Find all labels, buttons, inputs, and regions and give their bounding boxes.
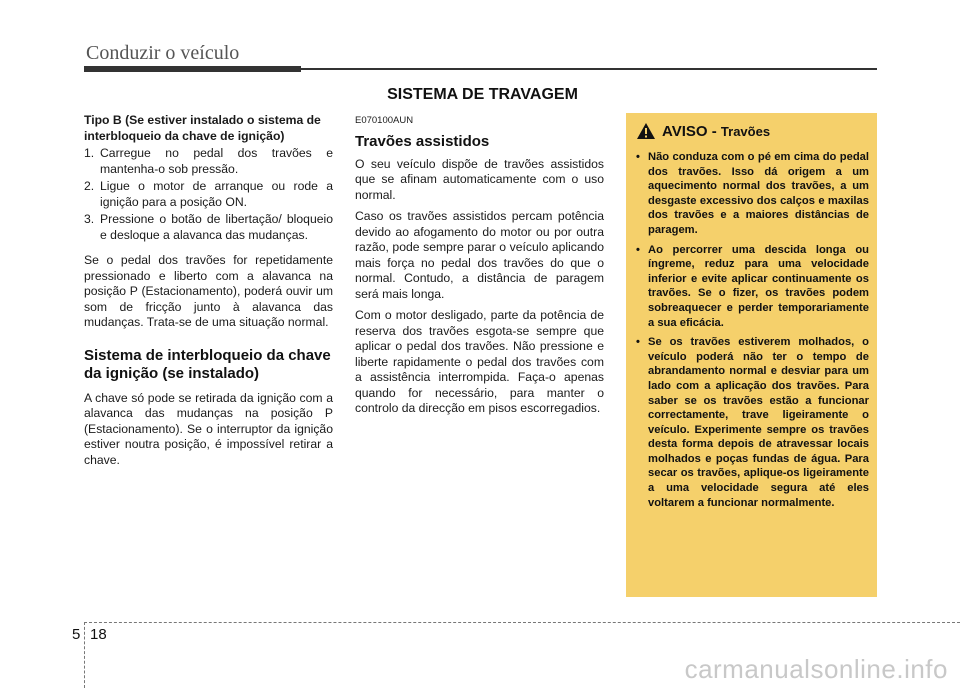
warning-subject: Travões — [720, 123, 771, 139]
step-number: 3. — [84, 212, 95, 226]
body-paragraph: Caso os travões assistidos percam potência devido ao afogamento do motor ou por outra razão, pode sempre parar o veículo aplicando mais força no pedal dos travões do que o normal. Contudo, a distância de paragem será mais longa. — [355, 209, 604, 301]
page-number: 18 — [90, 626, 107, 643]
section-title: SISTEMA DE TRAVAGEM — [387, 86, 578, 103]
step-text: Ligue o motor de arranque ou rode a ignição para a posição ON. — [100, 179, 333, 209]
step-number: 1. — [84, 146, 95, 160]
running-header-title: Conduzir o veículo — [86, 42, 240, 64]
step-item — [84, 146, 333, 177]
warning-item: • Se os travões estiverem molhados, o veículo poderá não ter o tempo de abrandamento normal e desviar para um lado com a aplicação dos travões. Para saber se os travões estão a funcionar correctamente, trave ligeiramente o veículo. Experimente sempre os travões desta forma depois de atravessar locais molhados e poças fundas de água. Para secar os travões, aplique-os ligeiramente a uma velocidade segura até eles voltarem a funcionar normalmente. — [636, 335, 869, 510]
warning-item: • Ao percorrer uma descida longa ou íngreme, reduz para uma velocidade inferior e evite aplicar continuamente os travões. Se o fizer, os travões podem sobreaquecer e perder temporariamente a sua eficácia. — [636, 243, 869, 331]
column-left — [84, 113, 333, 474]
step-item — [84, 212, 333, 243]
header-rule — [301, 68, 877, 70]
type-b-lead: Tipo B (Se estiver instalado o sistema de interbloqueio da chave de ignição) — [84, 113, 321, 143]
footer-rule — [84, 622, 960, 623]
chapter-number: 5 — [72, 626, 81, 643]
reference-code: E070100AUN — [355, 115, 414, 126]
friction-sound-paragraph: Se o pedal dos travões for repetidamente pressionado e liberto com a alavanca na posição P (Estacionamento), poderá ouvir um som de fricção junto à alavanca das mudanças. Trata-se de uma situação normal. — [84, 253, 333, 329]
step-text: Pressione o botão de libertação/ bloqueio e desloque a alavanca das mudanças. — [100, 212, 333, 242]
body-paragraph: O seu veículo dispõe de travões assistidos que se afinam automaticamente com o uso normal. — [355, 156, 604, 202]
page-number-divider — [84, 622, 85, 688]
body-paragraph: Com o motor desligado, parte da potência de reserva dos travões esgota-se sempre que aplicar o pedal dos travões. Não pressione e liberte rapidamente o pedal dos travões com a assistência interrompida. Faça-o apenas quando for necessário, para manter o controlo da direcção em pisos escorregadios. — [355, 308, 604, 415]
step-number: 2. — [84, 179, 95, 193]
warning-triangle-icon — [636, 122, 656, 140]
warning-item: • Não conduza com o pé em cima do pedal dos travões. Isso dá origem a um aquecimento normal dos travões, a um desgaste excessivo dos calços e maxilas dos travões e a maiores distâncias de paragem. — [636, 150, 869, 238]
interlock-paragraph: A chave só pode se retirada da ignição com a alavanca das mudanças na posição P (Estacionamento). Se o interruptor da ignição estiver noutra posição, é impossível retirar a chave. — [84, 390, 333, 467]
warning-label: AVISO - — [662, 122, 717, 140]
warning-title — [662, 123, 770, 140]
warning-header — [636, 122, 770, 140]
power-brakes-heading: Travões assistidos — [355, 132, 490, 150]
steps-list — [84, 146, 333, 243]
interlock-subheading: Sistema de interbloqueio da chave da ignição (se instalado) — [84, 346, 331, 382]
step-text: Carregue no pedal dos travões e mantenha-o sob pressão. — [100, 146, 333, 176]
watermark: carmanualsonline.info — [684, 654, 948, 684]
header-bar — [84, 66, 301, 72]
column-middle — [355, 113, 604, 423]
step-item — [84, 179, 333, 210]
warning-list — [636, 150, 869, 515]
